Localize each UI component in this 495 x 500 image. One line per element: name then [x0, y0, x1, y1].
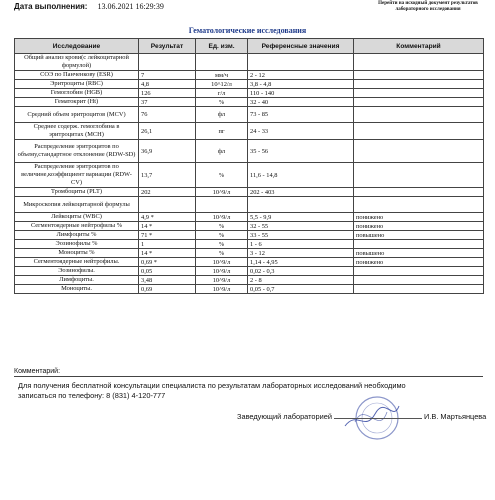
table-cell-comment — [354, 197, 484, 213]
table-row — [15, 54, 484, 71]
table-cell-result: 4,9 * — [139, 213, 196, 222]
table-cell-unit: 10^9/л — [196, 213, 248, 222]
table-cell-test: Тромбоциты (PLT) — [15, 188, 139, 197]
table-cell-result: 71 * — [139, 231, 196, 240]
table-cell-result: 36,9 — [139, 140, 196, 163]
comments-divider — [14, 376, 483, 377]
table-row — [15, 213, 484, 222]
table-row — [15, 258, 484, 267]
comments-label: Комментарий: — [14, 368, 61, 375]
table-row — [15, 267, 484, 276]
table-cell-result: 26,1 — [139, 123, 196, 140]
table-row — [15, 231, 484, 240]
table-cell-unit: 10^9/л — [196, 188, 248, 197]
table-row — [15, 188, 484, 197]
table-cell-unit: % — [196, 249, 248, 258]
table-cell-unit: 10^9/л — [196, 285, 248, 294]
table-cell-reference: 2 - 12 — [248, 71, 354, 80]
table-cell-comment — [354, 188, 484, 197]
table-cell-unit: % — [196, 98, 248, 107]
table-cell-test: Средний объем эритроцитов (MCV) — [15, 107, 139, 123]
table-cell-test: Гемоглобин (HGB) — [15, 89, 139, 98]
table-cell-test: Микроскопия лейкоцитарной формулы — [15, 197, 139, 213]
table-cell-result: 37 — [139, 98, 196, 107]
table-cell-comment: понижено — [354, 213, 484, 222]
table-cell-result: 0,69 * — [139, 258, 196, 267]
table-cell-reference: 35 - 56 — [248, 140, 354, 163]
table-cell-comment — [354, 276, 484, 285]
table-row — [15, 163, 484, 188]
table-header-row — [15, 39, 484, 54]
table-cell-result: 0,69 — [139, 285, 196, 294]
table-cell-test: Общий анализ крови(с лейкоцитарной формулой) — [15, 54, 139, 71]
table-row — [15, 276, 484, 285]
table-cell-result — [139, 54, 196, 71]
table-cell-comment — [354, 89, 484, 98]
table-cell-reference: 33 - 55 — [248, 231, 354, 240]
table-cell-reference: 3 - 12 — [248, 249, 354, 258]
table-cell-result: 126 — [139, 89, 196, 98]
table-cell-result: 76 — [139, 107, 196, 123]
table-cell-test: Моноциты % — [15, 249, 139, 258]
column-header-unit: Ед. изм. — [196, 39, 248, 54]
table-cell-comment — [354, 240, 484, 249]
table-row — [15, 123, 484, 140]
table-cell-reference: 110 - 140 — [248, 89, 354, 98]
table-cell-unit: фл — [196, 107, 248, 123]
table-cell-result: 0,05 — [139, 267, 196, 276]
table-cell-comment — [354, 163, 484, 188]
section-title: Гематологические исследования — [188, 26, 307, 35]
table-cell-unit: % — [196, 163, 248, 188]
table-cell-test: Среднее содерж. гемоглобина в эритроцитах (MCH) — [15, 123, 139, 140]
table-cell-test: Сегментоядерные нейтрофилы. — [15, 258, 139, 267]
table-cell-comment: повышено — [354, 249, 484, 258]
table-cell-unit: 10^9/л — [196, 276, 248, 285]
table-cell-result: 14 * — [139, 222, 196, 231]
table-cell-comment — [354, 54, 484, 71]
table-row — [15, 249, 484, 258]
table-cell-test: Гематокрит (Ht) — [15, 98, 139, 107]
table-row — [15, 71, 484, 80]
table-cell-comment — [354, 71, 484, 80]
signature-role: Заведующий лабораторией — [237, 412, 333, 421]
table-row — [15, 80, 484, 89]
table-cell-comment — [354, 267, 484, 276]
table-cell-result: 14 * — [139, 249, 196, 258]
table-cell-reference — [248, 54, 354, 71]
table-cell-test: Лейкоциты (WBC) — [15, 213, 139, 222]
table-cell-reference: 5,5 - 9,9 — [248, 213, 354, 222]
table-cell-test: Распределение эритроцитов по объему,стандартное отклонение (RDW-SD) — [15, 140, 139, 163]
table-cell-reference: 1 - 6 — [248, 240, 354, 249]
results-table — [14, 38, 484, 294]
table-cell-comment — [354, 140, 484, 163]
table-cell-reference — [248, 197, 354, 213]
table-cell-result: 202 — [139, 188, 196, 197]
table-row — [15, 89, 484, 98]
table-cell-reference: 202 - 403 — [248, 188, 354, 197]
table-cell-unit — [196, 54, 248, 71]
table-cell-comment — [354, 80, 484, 89]
table-cell-comment: понижено — [354, 222, 484, 231]
table-cell-unit: % — [196, 222, 248, 231]
table-cell-reference: 0,02 - 0,3 — [248, 267, 354, 276]
column-header-result: Результат — [139, 39, 196, 54]
table-cell-unit: 10^9/л — [196, 267, 248, 276]
date-value: 13.06.2021 16:29:39 — [97, 2, 164, 11]
table-cell-unit: % — [196, 231, 248, 240]
table-row — [15, 107, 484, 123]
signature-line — [237, 412, 486, 421]
table-cell-result: 7 — [139, 71, 196, 80]
table-cell-unit: фл — [196, 140, 248, 163]
table-cell-comment — [354, 285, 484, 294]
table-cell-test: Моноциты. — [15, 285, 139, 294]
table-cell-comment: повышено — [354, 231, 484, 240]
table-cell-test: Эозинофилы % — [15, 240, 139, 249]
table-cell-result: 3,48 — [139, 276, 196, 285]
table-cell-test: Эритроциты (RBC) — [15, 80, 139, 89]
signature-blank — [334, 418, 422, 419]
table-cell-unit: 10^9/л — [196, 258, 248, 267]
signature-name: И.В. Мартьянцева — [424, 412, 487, 421]
table-cell-result: 13,7 — [139, 163, 196, 188]
table-cell-unit: 10^12/л — [196, 80, 248, 89]
table-cell-comment — [354, 107, 484, 123]
table-cell-unit: пг — [196, 123, 248, 140]
table-cell-result: 1 — [139, 240, 196, 249]
table-cell-comment — [354, 123, 484, 140]
table-row — [15, 98, 484, 107]
date-label: Дата выполнения: — [14, 2, 88, 11]
table-cell-unit: мм/ч — [196, 71, 248, 80]
table-cell-reference: 11,6 - 14,8 — [248, 163, 354, 188]
table-cell-reference: 2 - 8 — [248, 276, 354, 285]
date-line — [14, 2, 164, 11]
table-cell-result — [139, 197, 196, 213]
table-cell-result: 4,8 — [139, 80, 196, 89]
table-cell-comment: понижено — [354, 258, 484, 267]
table-cell-unit — [196, 197, 248, 213]
table-cell-reference: 0,05 - 0,7 — [248, 285, 354, 294]
table-cell-reference: 24 - 33 — [248, 123, 354, 140]
table-cell-comment — [354, 98, 484, 107]
table-cell-unit: % — [196, 240, 248, 249]
table-row — [15, 140, 484, 163]
table-cell-reference: 32 - 55 — [248, 222, 354, 231]
table-row — [15, 240, 484, 249]
table-cell-test: Лимфоциты % — [15, 231, 139, 240]
table-cell-reference: 32 - 40 — [248, 98, 354, 107]
table-cell-test: Сегментоядерные нейтрофилы % — [15, 222, 139, 231]
source-document-link[interactable]: Перейти на исходный документ результатов лабораторного исследования — [378, 1, 478, 12]
table-cell-unit: г/л — [196, 89, 248, 98]
table-row — [15, 197, 484, 213]
column-header-test: Исследование — [15, 39, 139, 54]
column-header-reference: Референсные значения — [248, 39, 354, 54]
table-cell-reference: 1,14 - 4,95 — [248, 258, 354, 267]
table-row — [15, 285, 484, 294]
table-cell-test: Распределение эритроцитов по величине,коэффициент вариации (RDW-CV) — [15, 163, 139, 188]
table-cell-reference: 73 - 85 — [248, 107, 354, 123]
table-cell-test: СОЭ по Панченкову (ESR) — [15, 71, 139, 80]
table-cell-reference: 3,8 - 4,8 — [248, 80, 354, 89]
table-row — [15, 222, 484, 231]
table-cell-test: Эозинофилы. — [15, 267, 139, 276]
consultation-text: Для получения бесплатной консультации специалиста по результатам лабораторных исследований необходимо записаться по телефону: 8 (831) 4-120-777 — [18, 381, 406, 400]
column-header-comment: Комментарий — [354, 39, 484, 54]
table-cell-test: Лимфоциты. — [15, 276, 139, 285]
